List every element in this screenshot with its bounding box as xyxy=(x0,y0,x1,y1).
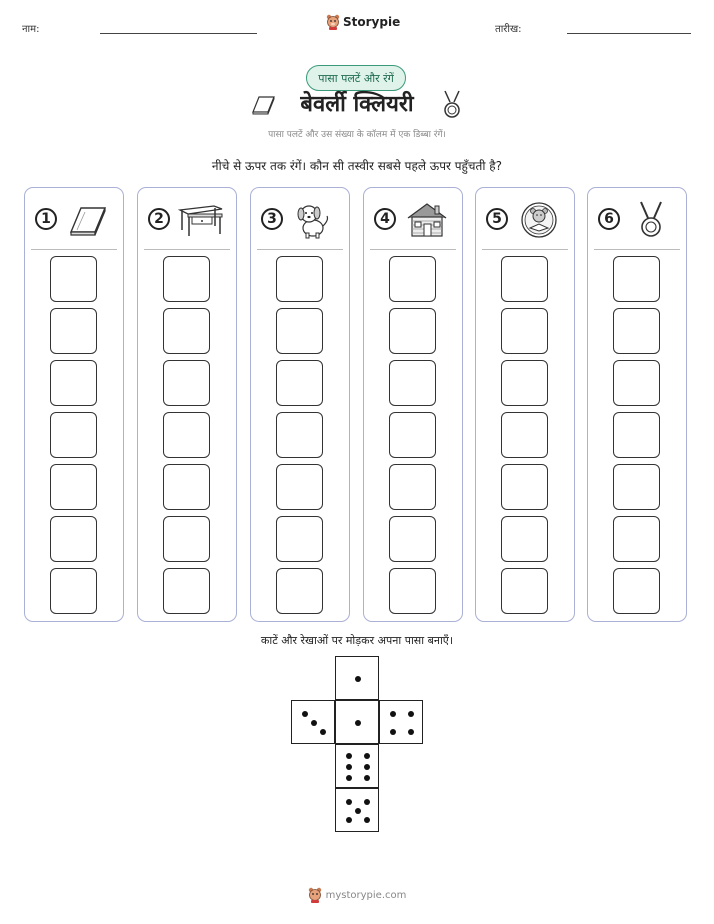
puppy-icon xyxy=(291,200,337,240)
brand-logo xyxy=(326,14,400,30)
house-icon xyxy=(404,200,450,240)
medal-icon xyxy=(628,200,674,240)
color-box[interactable] xyxy=(613,308,660,354)
column-header xyxy=(476,198,574,246)
dice-pip xyxy=(364,753,370,759)
reading-bear-icon xyxy=(516,200,562,240)
color-box[interactable] xyxy=(276,464,323,510)
color-box[interactable] xyxy=(50,308,97,354)
column-number: 3 xyxy=(261,208,283,230)
dice-face-3 xyxy=(291,700,335,744)
column-header xyxy=(25,198,123,246)
color-box[interactable] xyxy=(163,412,210,458)
dice-pip xyxy=(364,764,370,770)
dice-pip xyxy=(408,711,414,717)
dice-pip xyxy=(311,720,317,726)
color-box[interactable] xyxy=(389,308,436,354)
column-divider xyxy=(257,249,343,250)
color-box[interactable] xyxy=(389,256,436,302)
column-header xyxy=(364,198,462,246)
dice-caption: काटें और रेखाओं पर मोड़कर अपना पासा बनाएँ। xyxy=(260,634,454,647)
medal-title-icon xyxy=(442,90,462,120)
instructions: नीचे से ऊपर तक रंगें। कौन सी तस्वीर सबसे पहले ऊपर पहुँचती है? xyxy=(211,159,503,173)
desk-icon xyxy=(178,200,224,240)
dice-pip xyxy=(346,799,352,805)
dice-pip xyxy=(346,764,352,770)
column-divider xyxy=(31,249,117,250)
footer xyxy=(0,887,714,903)
color-box[interactable] xyxy=(389,516,436,562)
column-number: 5 xyxy=(486,208,508,230)
color-box[interactable] xyxy=(501,464,548,510)
dice-pip xyxy=(346,775,352,781)
dice-pip xyxy=(364,775,370,781)
color-box[interactable] xyxy=(50,412,97,458)
color-box[interactable] xyxy=(163,516,210,562)
dice-pip xyxy=(355,676,361,682)
color-box[interactable] xyxy=(501,568,548,614)
date-label: तारीख: xyxy=(495,24,522,35)
color-box[interactable] xyxy=(276,360,323,406)
color-box[interactable] xyxy=(50,256,97,302)
color-box[interactable] xyxy=(613,256,660,302)
column-divider xyxy=(482,249,568,250)
dice-face-1 xyxy=(335,700,379,744)
color-box[interactable] xyxy=(50,360,97,406)
color-box[interactable] xyxy=(276,516,323,562)
color-box[interactable] xyxy=(163,568,210,614)
dice-pip xyxy=(390,711,396,717)
book-icon xyxy=(65,200,111,240)
dice-pip xyxy=(346,753,352,759)
column-divider xyxy=(144,249,230,250)
color-box[interactable] xyxy=(613,360,660,406)
dice-pip xyxy=(355,808,361,814)
footer-url: mystorypie.com xyxy=(325,889,407,901)
color-box[interactable] xyxy=(163,464,210,510)
dice-pip xyxy=(320,729,326,735)
column-6 xyxy=(587,187,687,622)
column-divider xyxy=(594,249,680,250)
dice-face-5 xyxy=(335,788,379,832)
activity-badge: पासा पलटें और रंगें xyxy=(306,65,406,91)
column-number: 2 xyxy=(148,208,170,230)
dice-face-6 xyxy=(335,744,379,788)
column-5 xyxy=(475,187,575,622)
column-1 xyxy=(24,187,124,622)
dice-pip xyxy=(408,729,414,735)
column-2 xyxy=(137,187,237,622)
color-box[interactable] xyxy=(163,360,210,406)
dice-pip xyxy=(364,817,370,823)
column-header xyxy=(588,198,686,246)
date-line[interactable] xyxy=(567,33,691,34)
color-box[interactable] xyxy=(276,256,323,302)
color-box[interactable] xyxy=(389,464,436,510)
footer-bear-icon xyxy=(308,887,322,903)
color-box[interactable] xyxy=(163,256,210,302)
dice-pip xyxy=(355,720,361,726)
color-box[interactable] xyxy=(613,568,660,614)
color-box[interactable] xyxy=(163,308,210,354)
color-box[interactable] xyxy=(501,256,548,302)
column-number: 4 xyxy=(374,208,396,230)
brand-name: Storypie xyxy=(343,15,401,29)
name-label: नाम: xyxy=(22,24,40,35)
color-box[interactable] xyxy=(389,568,436,614)
color-box[interactable] xyxy=(276,412,323,458)
color-box[interactable] xyxy=(613,516,660,562)
column-3 xyxy=(250,187,350,622)
dice-pip xyxy=(302,711,308,717)
column-number: 1 xyxy=(35,208,57,230)
color-box[interactable] xyxy=(613,464,660,510)
color-box[interactable] xyxy=(389,360,436,406)
color-box[interactable] xyxy=(501,308,548,354)
column-divider xyxy=(370,249,456,250)
color-box[interactable] xyxy=(501,360,548,406)
bear-logo-icon xyxy=(326,14,340,30)
page-subtitle: पासा पलटें और उस संख्या के कॉलम में एक डिब्बा रंगें। xyxy=(268,130,446,140)
dice-face-4 xyxy=(379,700,423,744)
dice-face-1 xyxy=(335,656,379,700)
color-box[interactable] xyxy=(613,412,660,458)
color-box[interactable] xyxy=(276,308,323,354)
color-box[interactable] xyxy=(276,568,323,614)
dice-pip xyxy=(346,817,352,823)
column-4 xyxy=(363,187,463,622)
color-box[interactable] xyxy=(50,516,97,562)
color-box[interactable] xyxy=(501,516,548,562)
column-header xyxy=(251,198,349,246)
color-box[interactable] xyxy=(50,464,97,510)
name-line[interactable] xyxy=(100,33,257,34)
color-box[interactable] xyxy=(50,568,97,614)
dice-pip xyxy=(390,729,396,735)
dice-pip xyxy=(364,799,370,805)
page-title: बेवर्ली क्लियरी xyxy=(300,92,414,117)
color-box[interactable] xyxy=(501,412,548,458)
column-header xyxy=(138,198,236,246)
color-box[interactable] xyxy=(389,412,436,458)
column-number: 6 xyxy=(598,208,620,230)
